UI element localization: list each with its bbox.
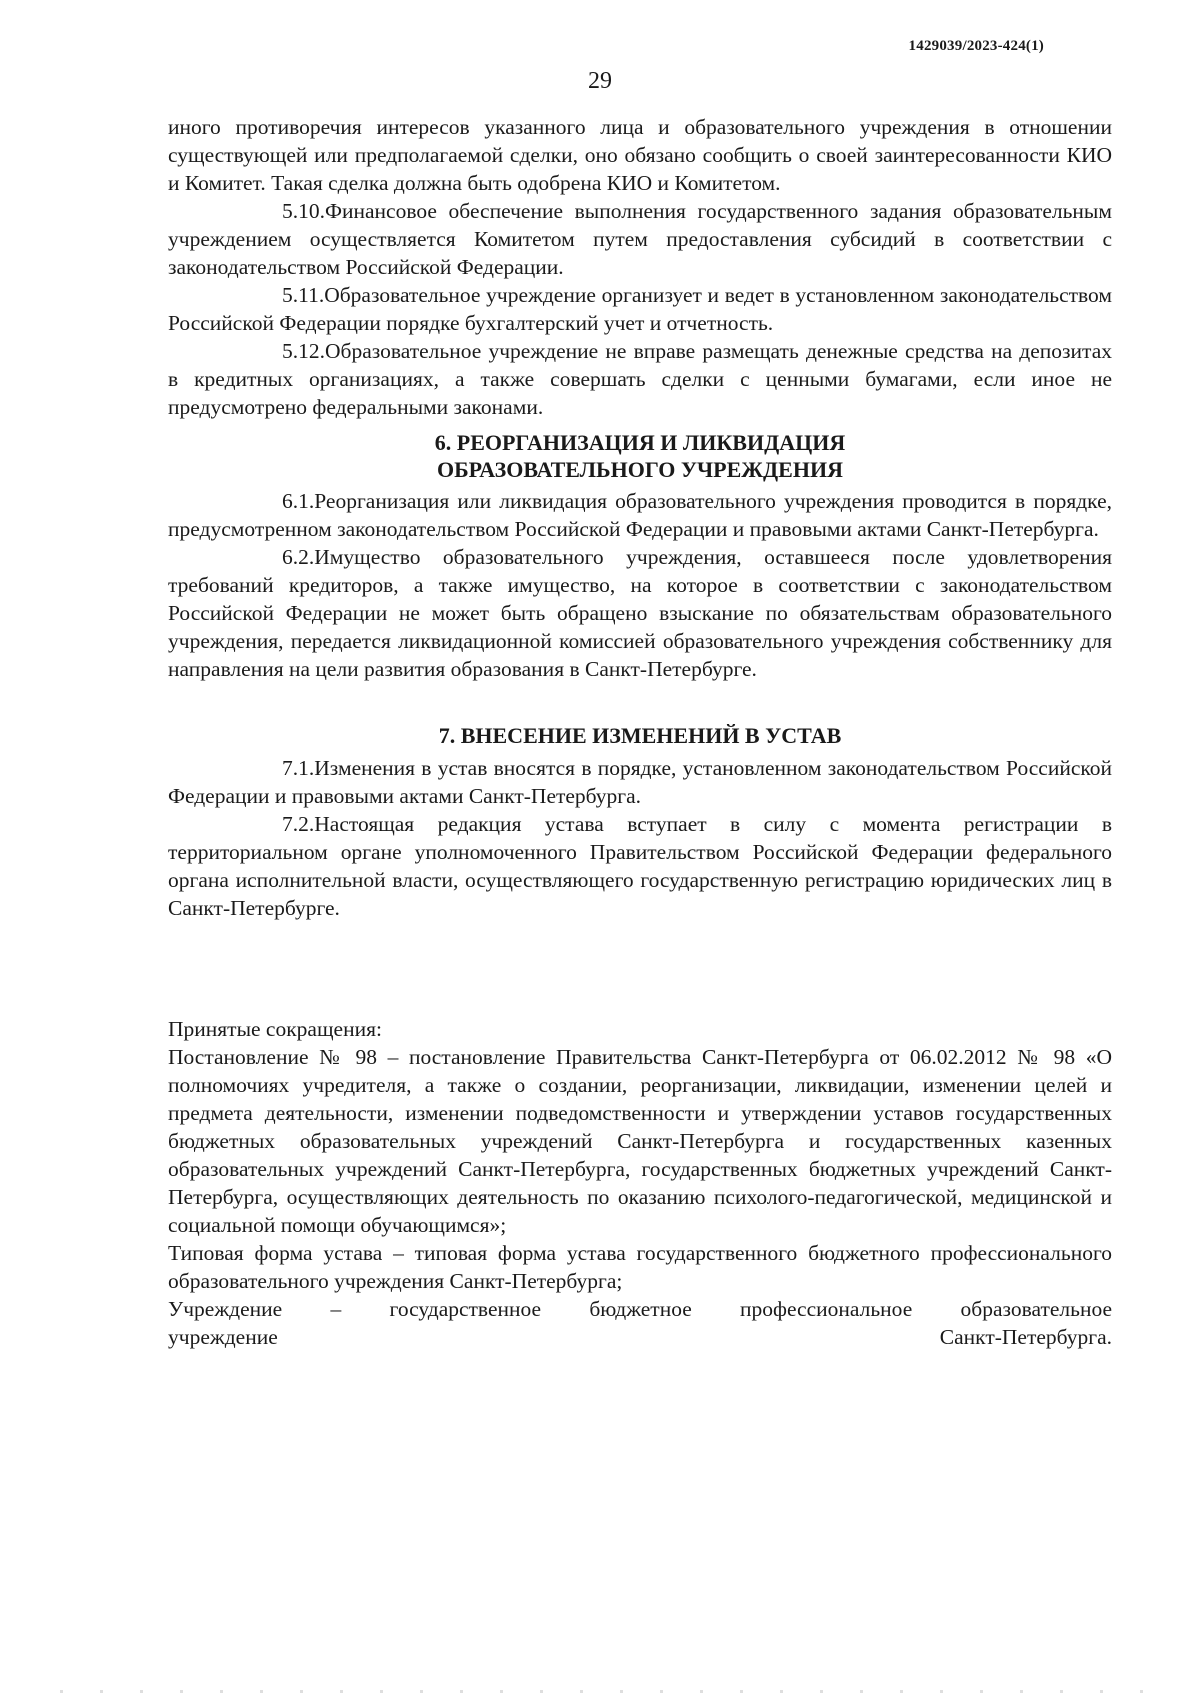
abbreviation-end-left: учреждение xyxy=(168,1325,278,1349)
document-registration-number: 1429039/2023-424(1) xyxy=(908,38,1044,54)
document-body xyxy=(168,113,1112,1351)
clause-5-12 xyxy=(168,337,1112,421)
clause-text: Образовательное учреждение не вправе размещать денежные средства на депозитах в кредитных организациях, а также совершать сделки с ценными бумагами, если иное не предусмотрено федеральными законами. xyxy=(168,339,1112,419)
abbreviations-heading: Принятые сокращения: xyxy=(168,1017,382,1041)
clause-number: 5.12. xyxy=(282,339,325,363)
clause-5-10 xyxy=(168,197,1112,281)
abbreviation-item: Учреждение – государственное бюджетное профессиональное образовательное xyxy=(168,1297,1112,1321)
continued-paragraph: иного противоречия интересов указанного лица и образовательного учреждения в отношении существующей или предполагаемой сделки, оно обязано сообщить о своей заинтересованности КИО и Комитет. Такая сделка должна быть одобрена КИО и Комитетом. xyxy=(168,115,1112,195)
clause-number: 7.2. xyxy=(282,812,315,836)
clause-5-11 xyxy=(168,281,1112,337)
clause-6-2 xyxy=(168,543,1112,683)
clause-text: Образовательное учреждение организует и ведет в установленном законодательством Российской Федерации порядке бухгалтерский учет и отчетность. xyxy=(168,283,1112,335)
clause-text: Изменения в устав вносятся в порядке, установленном законодательством Российской Федерации и правовыми актами Санкт-Петербурга. xyxy=(168,756,1112,808)
clause-number: 7.1. xyxy=(282,756,315,780)
clause-text: Финансовое обеспечение выполнения государственного задания образовательным учреждением осуществляется Комитетом путем предоставления субсидий в соответствии с законодательством Российской Федерации. xyxy=(168,199,1112,279)
clause-number: 6.2. xyxy=(282,545,315,569)
abbreviation-item: Типовая форма устава – типовая форма устава государственного бюджетного профессионального образовательного учреждения Санкт-Петербурга; xyxy=(168,1241,1112,1293)
page-number: 29 xyxy=(588,68,612,94)
abbreviation-end-right: Санкт-Петербурга. xyxy=(939,1325,1112,1349)
clause-number: 5.11. xyxy=(282,283,325,307)
clause-number: 5.10. xyxy=(282,199,325,223)
section-6-title-line1: 6. РЕОРГАНИЗАЦИЯ И ЛИКВИДАЦИЯ xyxy=(434,430,846,455)
abbreviations-block xyxy=(168,1015,1112,1351)
clause-number: 6.1. xyxy=(282,489,315,513)
clause-7-2 xyxy=(168,810,1112,922)
section-6-title-line2: ОБРАЗОВАТЕЛЬНОГО УЧРЕЖДЕНИЯ xyxy=(437,457,843,482)
clause-text: Имущество образовательного учреждения, оставшееся после удовлетворения требований кредиторов, а также имущество, на которое в соответствии с законодательством Российской Федерации не может быть обращено взыскание по обязательствам образовательного учреждения, передается ликвидационной комиссией образовательного учреждения собственнику для направления на цели развития образования в Санкт-Петербурге. xyxy=(168,545,1112,681)
section-6-heading xyxy=(168,429,1112,483)
section-7-heading: 7. ВНЕСЕНИЕ ИЗМЕНЕНИЙ В УСТАВ xyxy=(438,723,842,748)
clause-text: Реорганизация или ликвидация образовательного учреждения проводится в порядке, предусмотренном законодательством Российской Федерации и правовыми актами Санкт-Петербурга. xyxy=(168,489,1112,541)
clause-7-1 xyxy=(168,754,1112,810)
clause-6-1 xyxy=(168,487,1112,543)
clause-text: Настоящая редакция устава вступает в силу с момента регистрации в территориальном органе уполномоченного Правительством Российской Федерации федерального органа исполнительной власти, осуществляющего государственную регистрацию юридических лиц в Санкт-Петербурге. xyxy=(168,812,1112,920)
abbreviation-item: Постановление № 98 – постановление Правительства Санкт-Петербурга от 06.02.2012 № 98 «О полномочиях учредителя, а также о создании, реорганизации, ликвидации, изменении целей и предмета деятельности, изменении подведомственности и утверждении уставов государственных бюджетных образовательных учреждений Санкт-Петербурга и государственных казенных образовательных учреждений Санкт-Петербурга, государственных бюджетных учреждений Санкт-Петербурга, осуществляющих деятельность по оказанию психолого-педагогической, медицинской и социальной помощи обучающимся»; xyxy=(168,1045,1112,1237)
scan-edge-artifact xyxy=(60,1690,1180,1693)
abbreviation-item-end xyxy=(168,1323,1112,1351)
